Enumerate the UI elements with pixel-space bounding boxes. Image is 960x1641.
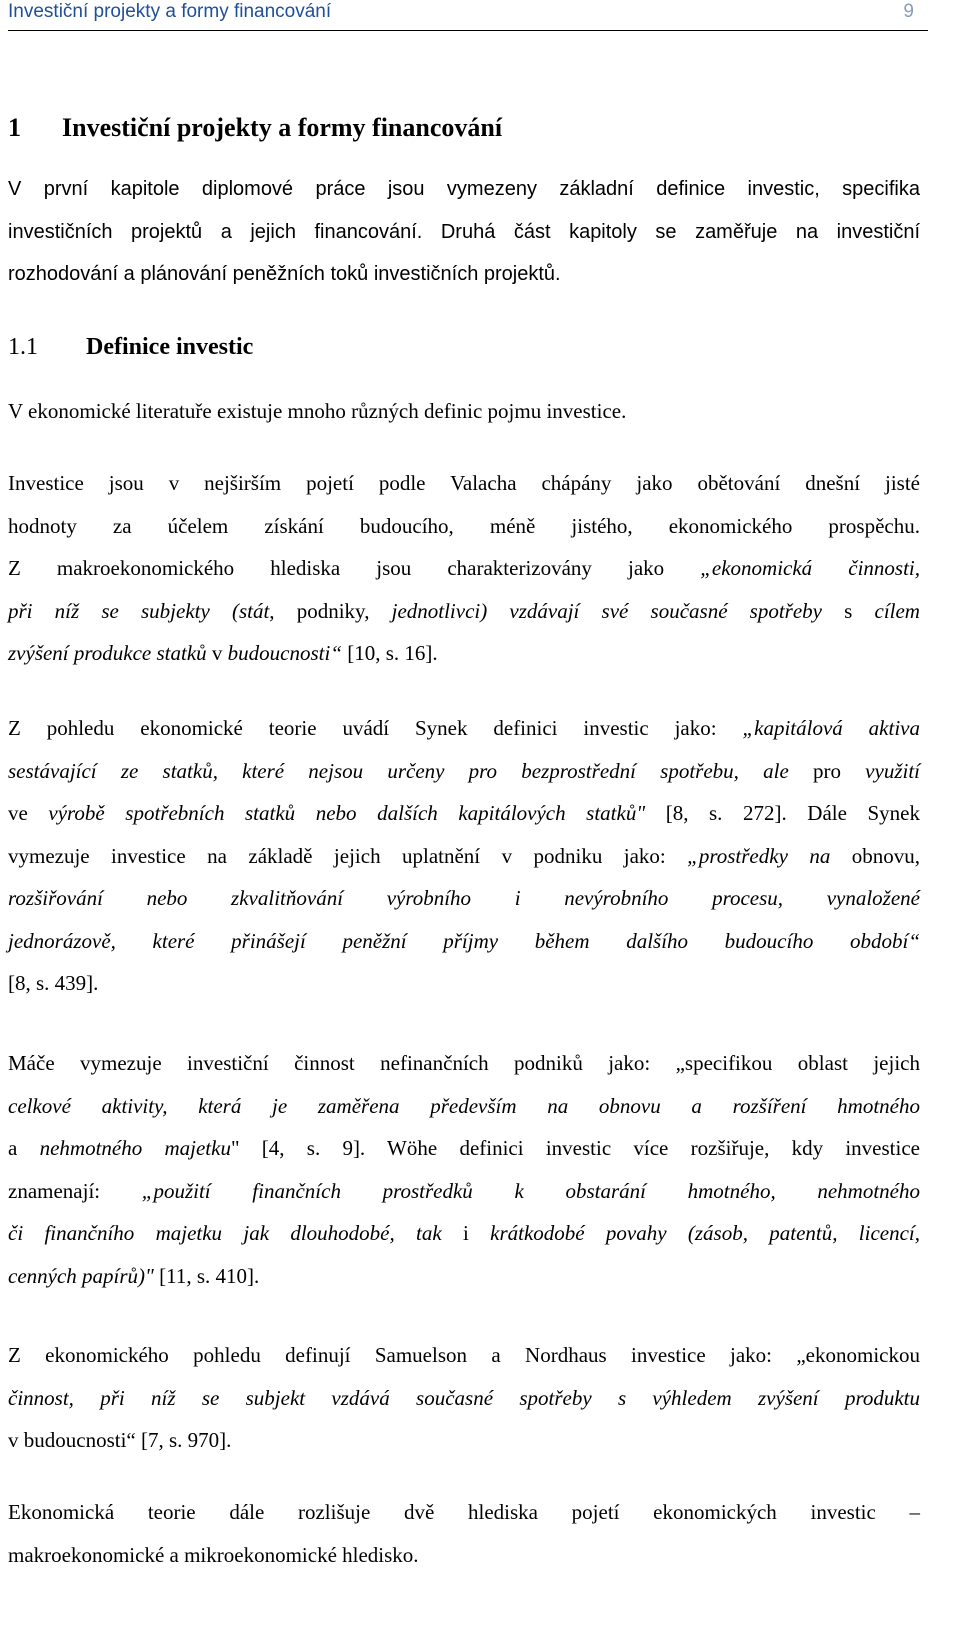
paragraph-line bbox=[8, 1419, 920, 1462]
paragraph-1 bbox=[8, 390, 920, 433]
quote-run: jednorázově, které přinášejí peněžní příjmy během dalšího budoucího období“ bbox=[8, 928, 920, 953]
paragraph-line: V ekonomické literatuře existuje mnoho různých definic pojmu investice. bbox=[8, 399, 627, 423]
paragraph-3 bbox=[8, 707, 920, 1005]
paragraph-line bbox=[8, 590, 920, 633]
paragraph-line: [8, s. 439]. bbox=[8, 971, 99, 995]
section-number: 1.1 bbox=[8, 334, 38, 360]
quote-run: cenných papírů)" bbox=[8, 1263, 154, 1288]
header-title: Investiční projekty a formy financování bbox=[8, 1, 332, 22]
text-run: a bbox=[8, 1136, 40, 1160]
paragraph-line bbox=[8, 1127, 920, 1170]
chapter-number: 1 bbox=[8, 113, 21, 142]
quote-run: při níž se subjekty (stát, bbox=[8, 598, 297, 623]
text-run: budoucnosti“ [7, s. 970]. bbox=[23, 1428, 232, 1452]
paragraph-line bbox=[8, 877, 920, 920]
paragraph-line bbox=[8, 750, 920, 793]
paragraph-line bbox=[8, 547, 920, 590]
intro-line: investičních projektů a jejich financování. Druhá část kapitoly se zaměřuje na investiční bbox=[8, 220, 920, 243]
text-run: " [4, s. 9]. Wöhe definici investic více rozšiřuje, kdy investice bbox=[230, 1136, 920, 1160]
chapter-heading bbox=[8, 113, 502, 143]
citation: [10, s. 16]. bbox=[342, 641, 438, 665]
quote-run: „prostředky na bbox=[687, 843, 831, 868]
paragraph-6 bbox=[8, 1491, 920, 1576]
citation: [11, s. 410]. bbox=[153, 1263, 260, 1288]
paragraph-line bbox=[8, 1255, 920, 1298]
paragraph-line bbox=[8, 1170, 920, 1213]
paragraph-line: Z ekonomického pohledu definují Samuelson a Nordhaus investice jako: „ekonomickou bbox=[8, 1343, 920, 1367]
intro-paragraph bbox=[8, 168, 920, 296]
text-run: v bbox=[8, 1428, 24, 1452]
paragraph-line bbox=[8, 835, 920, 878]
quote-run: či finančního majetku jak dlouhodobé, tak bbox=[8, 1221, 442, 1245]
text-run: i bbox=[441, 1221, 491, 1245]
paragraph-line bbox=[8, 792, 920, 835]
paragraph-line: Ekonomická teorie dále rozlišuje dvě hlediska pojetí ekonomických investic – bbox=[8, 1500, 920, 1524]
chapter-title: Investiční projekty a formy financování bbox=[62, 113, 503, 142]
paragraph-line bbox=[8, 632, 920, 675]
paragraph-line: hodnoty za účelem získání budoucího, méně jistého, ekonomického prospěchu. bbox=[8, 513, 920, 538]
quote-run: výrobě spotřebních statků nebo dalších kapitálových statků" bbox=[48, 801, 646, 825]
paragraph-4 bbox=[8, 1042, 920, 1297]
paragraph-line bbox=[8, 920, 920, 963]
quote-run: „použití finančních prostředků k obstarání hmotného, nehmotného bbox=[141, 1178, 920, 1203]
quote-run: nehmotného majetku bbox=[39, 1136, 231, 1160]
quote-run: rozšiřování nebo zkvalitňování výrobního i nevýrobního procesu, vynaložené bbox=[8, 886, 920, 910]
quote-run: činnost, při níž se subjekt vzdává současné spotřeby s výhledem zvýšení produktu bbox=[8, 1385, 920, 1410]
text-run: pro bbox=[788, 758, 866, 783]
text-run: v bbox=[206, 641, 228, 665]
paragraph-line bbox=[8, 1085, 920, 1128]
text-run: znamenají: bbox=[8, 1178, 142, 1203]
quote-run: budoucnosti“ bbox=[227, 641, 343, 665]
paragraph-line: Máče vymezuje investiční činnost nefinančních podniků jako: „specifikou oblast jejich bbox=[8, 1051, 920, 1075]
paragraph-line: Investice jsou v nejširším pojetí podle Valacha chápány jako obětování dnešní jisté bbox=[8, 471, 920, 495]
section-title: Definice investic bbox=[86, 334, 254, 360]
quote-run: krátkodobé povahy (zásob, patentů, licencí, bbox=[490, 1221, 921, 1245]
text-run: Z pohledu ekonomické teorie uvádí Synek definici investic jako: bbox=[8, 716, 743, 740]
text-run: podniky, bbox=[296, 598, 392, 623]
page-number: 9 bbox=[903, 1, 914, 22]
quote-run: ale bbox=[763, 758, 789, 783]
citation: [8, s. 272]. Dále Synek bbox=[645, 801, 920, 825]
quote-run: cílem bbox=[874, 598, 920, 623]
paragraph-line bbox=[8, 1377, 920, 1420]
intro-line: rozhodování a plánování peněžních toků investičních projektů. bbox=[8, 263, 561, 285]
quote-run: „ekonomická činnosti, bbox=[700, 556, 920, 580]
quote-run: jednotlivci) vzdávají své současné spotřeby bbox=[391, 598, 822, 623]
paragraph-5 bbox=[8, 1334, 920, 1462]
intro-line: V první kapitole diplomové práce jsou vymezeny základní definice investic, specifika bbox=[8, 178, 920, 200]
text-run: obnovu, bbox=[830, 843, 921, 868]
quote-run: zvýšení produkce statků bbox=[8, 641, 207, 665]
running-header bbox=[8, 0, 928, 31]
text-run: vymezuje investice na základě jejich uplatnění v podniku jako: bbox=[8, 843, 688, 868]
quote-run: „kapitálová aktiva bbox=[742, 716, 920, 740]
text-run: s bbox=[822, 598, 875, 623]
text-run: Z makroekonomického hlediska jsou charakterizovány jako bbox=[8, 556, 701, 580]
paragraph-line: makroekonomické a mikroekonomické hledisko. bbox=[8, 1542, 419, 1567]
quote-run: celkové aktivity, která je zaměřena především na obnovu a rozšíření hmotného bbox=[8, 1093, 920, 1118]
paragraph-2 bbox=[8, 462, 920, 675]
quote-run: sestávající ze statků, které nejsou určeny pro bezprostřední spotřebu, bbox=[8, 758, 764, 783]
text-run: ve bbox=[8, 801, 49, 825]
section-heading bbox=[8, 334, 253, 361]
paragraph-line bbox=[8, 1212, 920, 1255]
paragraph-line bbox=[8, 707, 920, 750]
quote-run: využití bbox=[865, 758, 920, 783]
